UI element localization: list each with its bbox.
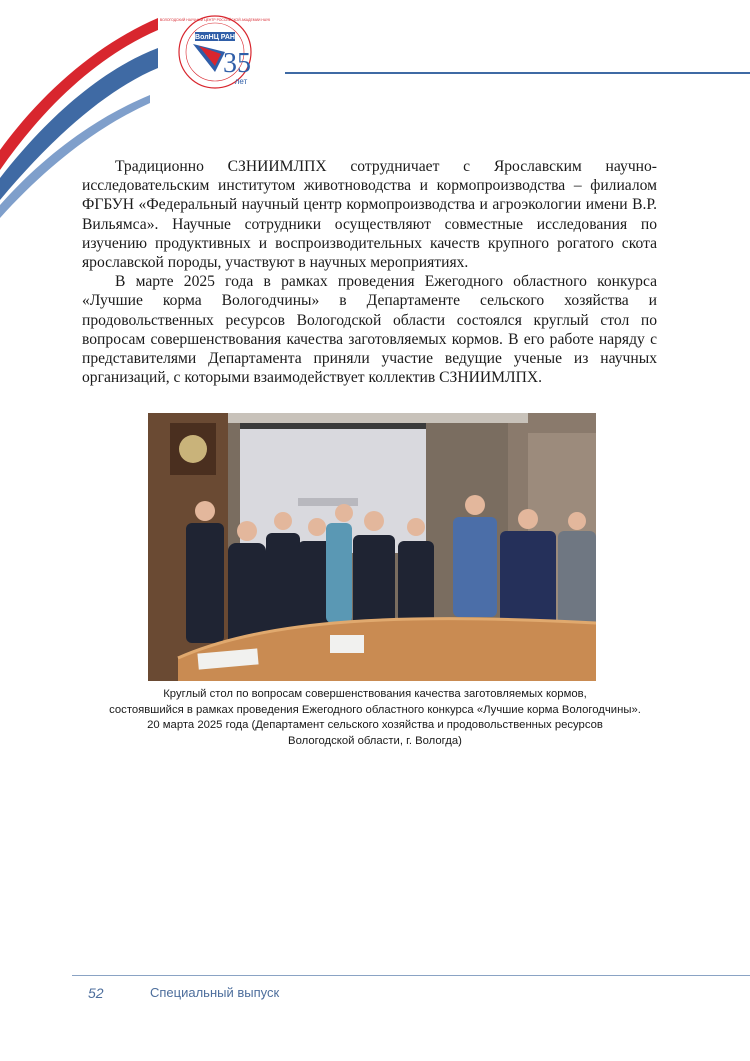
paragraph-1: Традиционно СЗНИИМЛПХ сотрудничает с Ярославским научно-исследовательским институтом животноводства и кормопроизводства – филиалом ФГБУН «Федеральный научный центр кормопроизводства и агроэкологии имени В.Р. Вильямса». Научные сотрудники осуществляют совместные исследования по изучению продуктивных и воспроизводительных качеств крупного рогатого скота ярославской породы, участвуют в научных мероприятиях. xyxy=(82,158,657,272)
photo-caption xyxy=(100,687,650,749)
logo-top-text: ВолНЦ РАН xyxy=(195,34,235,41)
round-table-photo xyxy=(148,413,596,681)
issue-label: Специальный выпуск xyxy=(150,985,280,1000)
caption-line: Вологодской области, г. Вологда) xyxy=(288,734,462,747)
caption-line: 20 марта 2025 года (Департамент сельского хозяйства и продовольственных ресурсов xyxy=(147,719,603,731)
article-body xyxy=(82,157,657,387)
logo-sub: лет xyxy=(234,77,248,86)
page-number: 52 xyxy=(88,985,104,1001)
caption-line: Круглый стол по вопросам совершенствования качества заготовляемых кормов, xyxy=(163,688,587,700)
footer-rule xyxy=(72,975,750,976)
logo-number: 35 xyxy=(223,48,251,79)
header-rule xyxy=(285,72,750,74)
logo-ring-text: ВОЛОГОДСКИЙ НАУЧНЫЙ ЦЕНТР РОССИЙСКОЙ АКАДЕМИИ НАУК xyxy=(159,18,271,22)
paragraph-2: В марте 2025 года в рамках проведения Ежегодного областного конкурса «Лучшие корма Вологодчины» в Департаменте сельского хозяйства и продовольственных ресурсов Вологодской области состоялся круглый стол по вопросам совершенствования качества заготовляемых кормов. В его работе наряду с представителями Департамента приняли участие ведущие ученые из научных организаций, с которыми взаимодействует коллектив СЗНИИМЛПХ. xyxy=(82,273,657,387)
caption-line: состоявшийся в рамках проведения Ежегодного областного конкурса «Лучшие корма Вологодчины». xyxy=(109,703,641,716)
institution-logo xyxy=(159,12,271,98)
